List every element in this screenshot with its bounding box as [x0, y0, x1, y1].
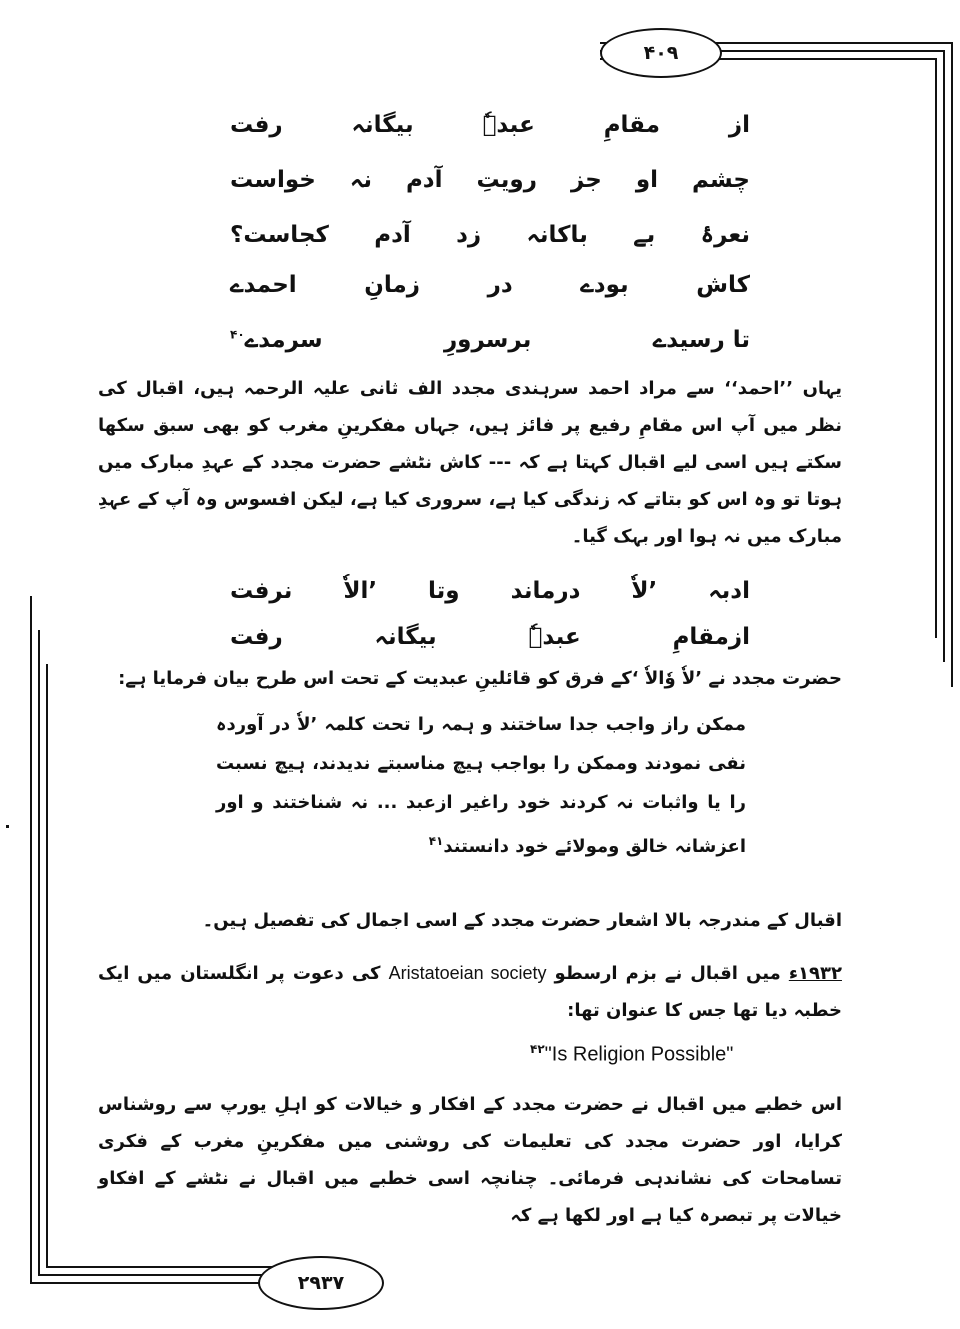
verse-word: ’الاٗ: [343, 578, 378, 604]
verse-word: خواست: [230, 167, 316, 193]
year: ۱۹۳۲ء: [788, 963, 842, 984]
text-segment: میں اقبال نے بزم ارسطو: [554, 963, 781, 984]
verse-line: [230, 272, 750, 298]
verse-word: تا رسیدے: [652, 327, 750, 353]
body-paragraph: اقبال کے مندرجہ بالا اشعار حضرت مجدد کے اسی اجمال کی تفصیل ہیں۔: [202, 910, 842, 931]
page-number-top: [600, 28, 722, 78]
verse-word: عبدہٗ: [528, 624, 581, 650]
verse-word: جز: [570, 167, 602, 193]
page-number-bottom: [258, 1256, 384, 1310]
verse-word: از: [728, 112, 750, 138]
verse-word: بودے: [580, 272, 629, 298]
verse-word: زد: [456, 222, 482, 248]
body-paragraph: یہاں ’’احمد‘‘ سے مراد احمد سرہندی مجدد الف ثانی علیہ الرحمہ ہیں، اقبال کی نظر میں آپ اس مقامِ رفیع پر فائز ہیں، جہاں مفکرینِ مغرب کو بھی سبق سکھا سکتے ہیں اسی لیے اقبال کہتا ہے کہ --- کاش نٹشے حضرت مجدد کے عہدِ مبارک میں ہوتا تو وہ اس کو بتاتے کہ زندگی کیا ہے، سروری کیا ہے، لیکن افسوس وہ آپ کے عہدِ مبارک میں نہ ہوا اور بہک گیا۔: [98, 378, 842, 547]
frame-right-line: [943, 50, 945, 662]
verse-line: [230, 327, 750, 353]
verse-word: ازمقامِ: [672, 624, 750, 650]
verse-word: رفت: [230, 112, 283, 138]
verse-word: ’لاٗ: [631, 578, 658, 604]
verse-word: او: [635, 167, 658, 193]
verse-word: در: [487, 272, 513, 298]
verse-word: آدم: [405, 167, 443, 193]
verse-word: عبدہٗ: [482, 112, 535, 138]
body-paragraph: [98, 955, 842, 1029]
verse-line: [230, 222, 750, 248]
verse-word: بیگانہ: [351, 112, 414, 138]
english-term: Aristatoeian society: [388, 963, 547, 983]
text-segment: کی دعوت پر انگلستان میں ایک خطبہ دیا تھا جس کا عنوان تھا:: [98, 963, 842, 1021]
frame-right-line: [951, 42, 953, 687]
verse-word: رفت: [230, 624, 283, 650]
quote-intro: حضرت مجدد نے ’لاٗ وٗالاٗ ‘کے فرق کو قائلینِ عبدیت کے تحت اس طرح بیان فرمایا ہے:: [118, 668, 842, 689]
verse-word: سرمدے$^{۴۰}$: [230, 327, 323, 353]
verse-word: کجاست؟: [230, 222, 329, 248]
lecture-title: [530, 1042, 733, 1067]
verse-word: چشم: [691, 167, 750, 193]
verse-word: نرفت: [230, 578, 293, 604]
verse-word: آدم: [374, 222, 411, 248]
verse-word: مقامِ: [603, 112, 660, 138]
verse-word: برسرورِ: [443, 327, 532, 353]
verse-word: کاش: [696, 272, 750, 298]
lecture-title-text: "Is Religion Possible": [544, 1043, 734, 1066]
verse-word: احمدے: [230, 272, 297, 298]
footnote-ref: ۴۱: [428, 834, 444, 848]
frame-left-line: [30, 596, 32, 1284]
page-number-bottom-text: ۲۹۳۷: [297, 1272, 345, 1294]
footnote-ref: ۴۲: [530, 1042, 545, 1056]
verse-line: [230, 578, 750, 604]
verse-word: رویتِ: [476, 167, 537, 193]
verse-word: درماند: [510, 578, 581, 604]
verse-word: باکانہ: [526, 222, 588, 248]
verse-word: نہ: [349, 167, 372, 193]
quote-text: ممکن راز واجب جدا ساختند و ہمہ را تحت کلمہ ’لاٗ در آوردہ نفی نمودند وممکن را بواجب ہیچ مناسبتے ندیدند، ہیچ نسبت را یا واثبات نہ کردند خود راغیر ازعبد ... نہ شناختند و اور اعزشانہ خالق ومولائے خود دانستند: [216, 714, 746, 857]
verse-word: بے: [633, 222, 656, 248]
frame-right-line: [935, 58, 937, 638]
page-number-top-text: ۴۰۹: [643, 42, 679, 64]
verse-word: زمانِ: [364, 272, 421, 298]
verse-word: نعرۂ: [700, 222, 750, 248]
footnote-ref: ۴۰: [230, 327, 245, 342]
verse-line: [230, 167, 750, 193]
frame-left-line: [38, 630, 40, 1276]
margin-dot: [6, 825, 9, 828]
verse-line: [230, 112, 750, 138]
persian-quote: [216, 705, 746, 866]
body-paragraph: اس خطبے میں اقبال نے حضرت مجدد کے افکار و خیالات کو اہلِ یورپ سے روشناس کرایا، اور حضرت مجدد کی تعلیمات کی روشنی میں مفکرینِ مغرب کے فکری تسامحات کی نشاندہی فرمائی۔ چنانچہ اسی خطبے میں اقبال نے نٹشے کے افکاو خیالات پر تبصرہ کیا ہے اور لکھا ہے کہ: [98, 1094, 842, 1226]
verse-word: بیگانہ: [374, 624, 437, 650]
verse-line: [230, 624, 750, 650]
frame-left-line: [46, 664, 48, 1268]
verse-word: وتا: [428, 578, 460, 604]
verse-word: ادبہ: [708, 578, 750, 604]
